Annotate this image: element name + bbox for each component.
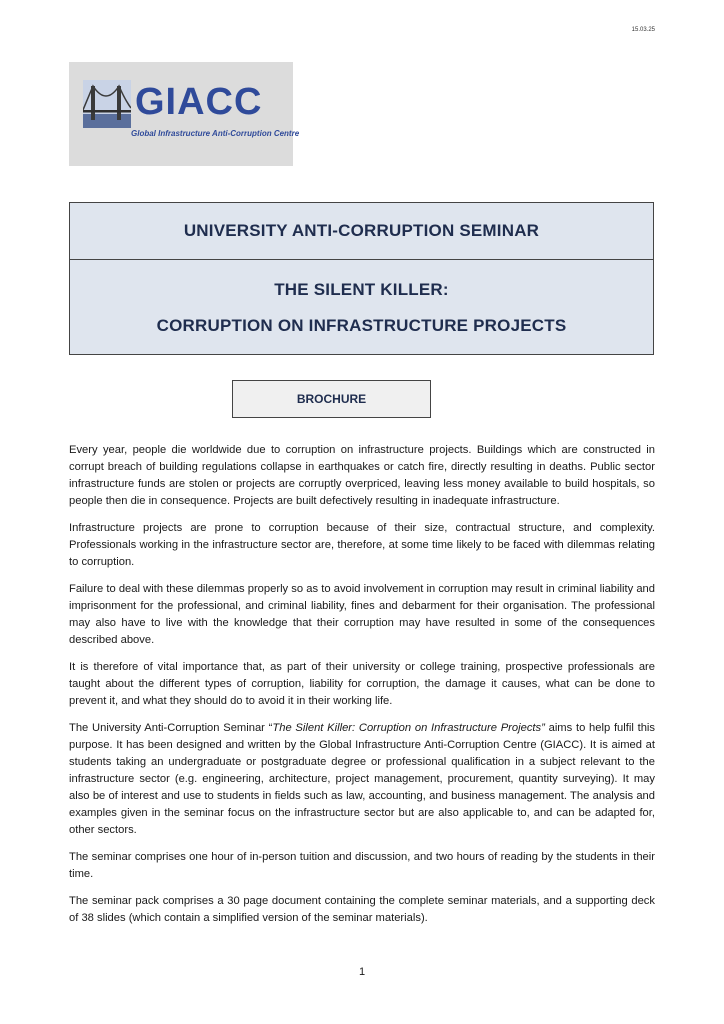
giacc-logo bbox=[69, 62, 300, 166]
subject-heading-line2: CORRUPTION ON INFRASTRUCTURE PROJECTS bbox=[156, 316, 567, 335]
document-date: 15.03.25 bbox=[631, 27, 655, 33]
paragraph-2: Infrastructure projects are prone to corruption because of their size, contractual structure, and complexity. Professionals working in the infrastructure sector are, therefore, at some time likely to be faced with dilemmas relating to corruption. bbox=[69, 522, 655, 568]
title-row-subject bbox=[70, 260, 653, 356]
paragraph-5-body: aims to help fulfil this purpose. It has been designed and written by the Global Infrastructure Anti-Corruption Centre (GIACC). It is aimed at students taking an undergraduate or postgraduate degree or professional qualification in a subject relevant to the infrastructure sector (e.g. engineering, architecture, project management, procurement, quantity surveying). It may also be of interest and use to students in fields such as law, accounting, and business management. The analysis and examples given in the seminar focus on the infrastructure sector but are also applicable to, and can be adapted for, other sectors. bbox=[69, 722, 655, 836]
paragraph-3: Failure to deal with these dilemmas properly so as to avoid involvement in corruption may result in criminal liability and imprisonment for the professional, and criminal liability, fines and debarment for their organisation. The professional may also have to live with the knowledge that their corruption may have resulted in some of the consequences described above. bbox=[69, 583, 655, 646]
seminar-title-italic: The Silent Killer: Corruption on Infrastructure Projects” bbox=[272, 722, 545, 734]
seminar-title-box bbox=[69, 202, 654, 355]
bridge-icon bbox=[83, 80, 131, 128]
brochure-label: BROCHURE bbox=[232, 380, 431, 418]
page-number: 1 bbox=[358, 966, 366, 978]
body-text bbox=[69, 442, 655, 937]
logo-subtitle: Global Infrastructure Anti-Corruption Centre bbox=[131, 129, 300, 138]
logo-wordmark: GIACC bbox=[135, 81, 263, 123]
paragraph-6: The seminar comprises one hour of in-person tuition and discussion, and two hours of reading by the students in their time. bbox=[69, 851, 655, 880]
paragraph-5 bbox=[69, 720, 655, 839]
subject-heading-line1: THE SILENT KILLER: bbox=[274, 280, 449, 299]
seminar-heading: UNIVERSITY ANTI-CORRUPTION SEMINAR bbox=[183, 221, 540, 240]
paragraph-1: Every year, people die worldwide due to corruption on infrastructure projects. Buildings which are constructed in corrupt breach of building regulations collapse in earthquakes or catch fire, directly resulting in deaths. Public sector infrastructure funds are stolen or projects are corruptly overpriced, leaving less money available to build hospitals, so people then die in consequence. Projects are built defectively resulting in inadequate infrastructure. bbox=[69, 444, 655, 507]
paragraph-5-intro: The University Anti-Corruption Seminar “ bbox=[69, 722, 273, 734]
title-row-seminar bbox=[70, 203, 653, 260]
paragraph-7: The seminar pack comprises a 30 page document containing the complete seminar materials, and a supporting deck of 38 slides (which contain a simplified version of the seminar materials). bbox=[69, 895, 655, 924]
paragraph-4: It is therefore of vital importance that, as part of their university or college training, prospective professionals are taught about the different types of corruption, liability for corruption, the damage it causes, what can be done to prevent it, and what they should do to avoid it in their working life. bbox=[69, 661, 655, 707]
